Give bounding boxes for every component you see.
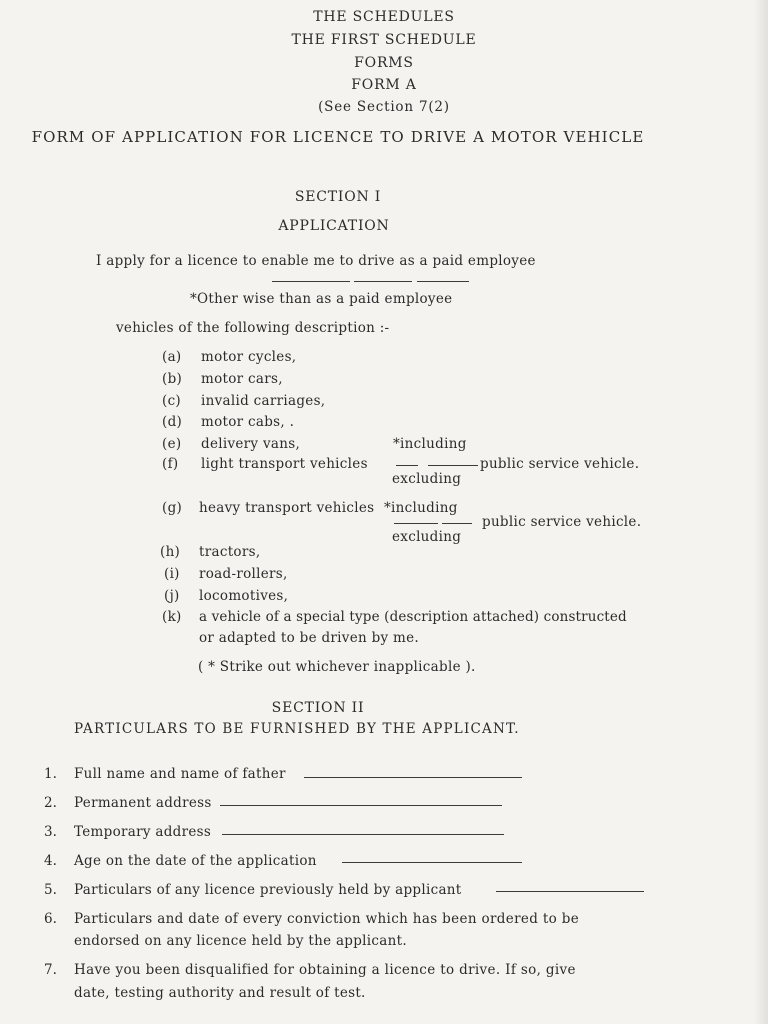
public-service-label: public service vehicle.	[482, 514, 642, 530]
excluding-option: excluding	[392, 471, 462, 487]
item-letter: (e)	[162, 436, 182, 452]
strike-rule	[417, 281, 469, 282]
particular-item-continued: endorsed on any licence held by the applicant.	[74, 933, 407, 949]
public-service-label: public service vehicle.	[480, 456, 640, 472]
forms-heading: FORMS	[354, 55, 414, 71]
page-edge	[754, 0, 768, 1024]
vehicle-item: invalid carriages,	[201, 393, 326, 409]
vehicles-intro: vehicles of the following description :-	[116, 320, 390, 336]
item-letter: (b)	[162, 371, 183, 387]
particular-item: Temporary address	[74, 824, 212, 840]
otherwise-clause: *Other wise than as a paid employee	[190, 291, 453, 307]
strike-rule	[354, 281, 412, 282]
item-number: 1.	[44, 766, 57, 782]
including-option: *including	[393, 436, 467, 452]
item-letter: (i)	[164, 566, 180, 582]
item-letter: (f)	[162, 456, 179, 472]
particular-item: Age on the date of the application	[74, 853, 317, 869]
item-number: 4.	[44, 853, 57, 869]
particular-item: Permanent address	[74, 795, 212, 811]
particular-item: Particulars and date of every conviction which has been ordered to be	[74, 911, 580, 927]
fill-in-line	[222, 834, 504, 835]
strike-rule	[394, 523, 438, 524]
particular-item-continued: date, testing authority and result of test.	[74, 985, 366, 1001]
vehicle-item: tractors,	[199, 544, 261, 560]
strike-rule	[272, 281, 350, 282]
item-number: 3.	[44, 824, 57, 840]
item-letter: (d)	[162, 414, 183, 430]
form-a-heading: FORM A	[351, 77, 417, 93]
section-reference: (See Section 7(2)	[318, 99, 450, 115]
particular-item: Particulars of any licence previously held by applicant	[74, 882, 462, 898]
fill-in-line	[304, 777, 522, 778]
strike-out-note: ( * Strike out whichever inapplicable ).	[198, 659, 476, 675]
vehicle-item: a vehicle of a special type (description attached) constructed	[199, 609, 627, 625]
item-number: 5.	[44, 882, 57, 898]
section-2-heading: SECTION II	[271, 700, 365, 716]
item-letter: (g)	[162, 500, 183, 516]
section-1-heading: SECTION I	[294, 189, 382, 205]
particular-item: Full name and name of father	[74, 766, 286, 782]
vehicle-item: heavy transport vehicles	[199, 500, 375, 516]
item-number: 2.	[44, 795, 57, 811]
item-number: 6.	[44, 911, 57, 927]
strike-rule	[396, 465, 418, 466]
vehicle-item: delivery vans,	[201, 436, 301, 452]
section-1-subheading: APPLICATION	[278, 218, 390, 234]
vehicle-item: motor cabs, .	[201, 414, 295, 430]
fill-in-line	[342, 862, 522, 863]
vehicle-item: locomotives,	[199, 588, 289, 604]
fill-in-line	[496, 891, 644, 892]
form-title: FORM OF APPLICATION FOR LICENCE TO DRIVE A MOTOR VEHICLE	[31, 128, 645, 146]
first-schedule-heading: THE FIRST SCHEDULE	[291, 32, 477, 48]
including-option: *including	[384, 500, 458, 516]
application-intro: I apply for a licence to enable me to drive as a paid employee	[96, 253, 536, 269]
vehicle-item: motor cycles,	[201, 349, 297, 365]
vehicle-item: light transport vehicles	[201, 456, 368, 472]
item-number: 7.	[44, 962, 57, 978]
fill-in-line	[220, 805, 502, 806]
item-letter: (c)	[162, 393, 181, 409]
particular-item: Have you been disqualified for obtaining a licence to drive. If so, give	[74, 962, 576, 978]
schedules-heading: THE SCHEDULES	[313, 9, 455, 25]
item-letter: (h)	[160, 544, 181, 560]
vehicle-item-continued: or adapted to be driven by me.	[199, 630, 420, 646]
item-letter: (k)	[162, 609, 182, 625]
vehicle-item: road-rollers,	[199, 566, 288, 582]
strike-rule	[442, 523, 472, 524]
vehicle-item: motor cars,	[201, 371, 283, 387]
strike-rule	[428, 465, 478, 466]
section-2-subheading: PARTICULARS TO BE FURNISHED BY THE APPLICANT.	[74, 721, 520, 737]
excluding-option: excluding	[392, 529, 462, 545]
item-letter: (j)	[164, 588, 180, 604]
item-letter: (a)	[162, 349, 182, 365]
